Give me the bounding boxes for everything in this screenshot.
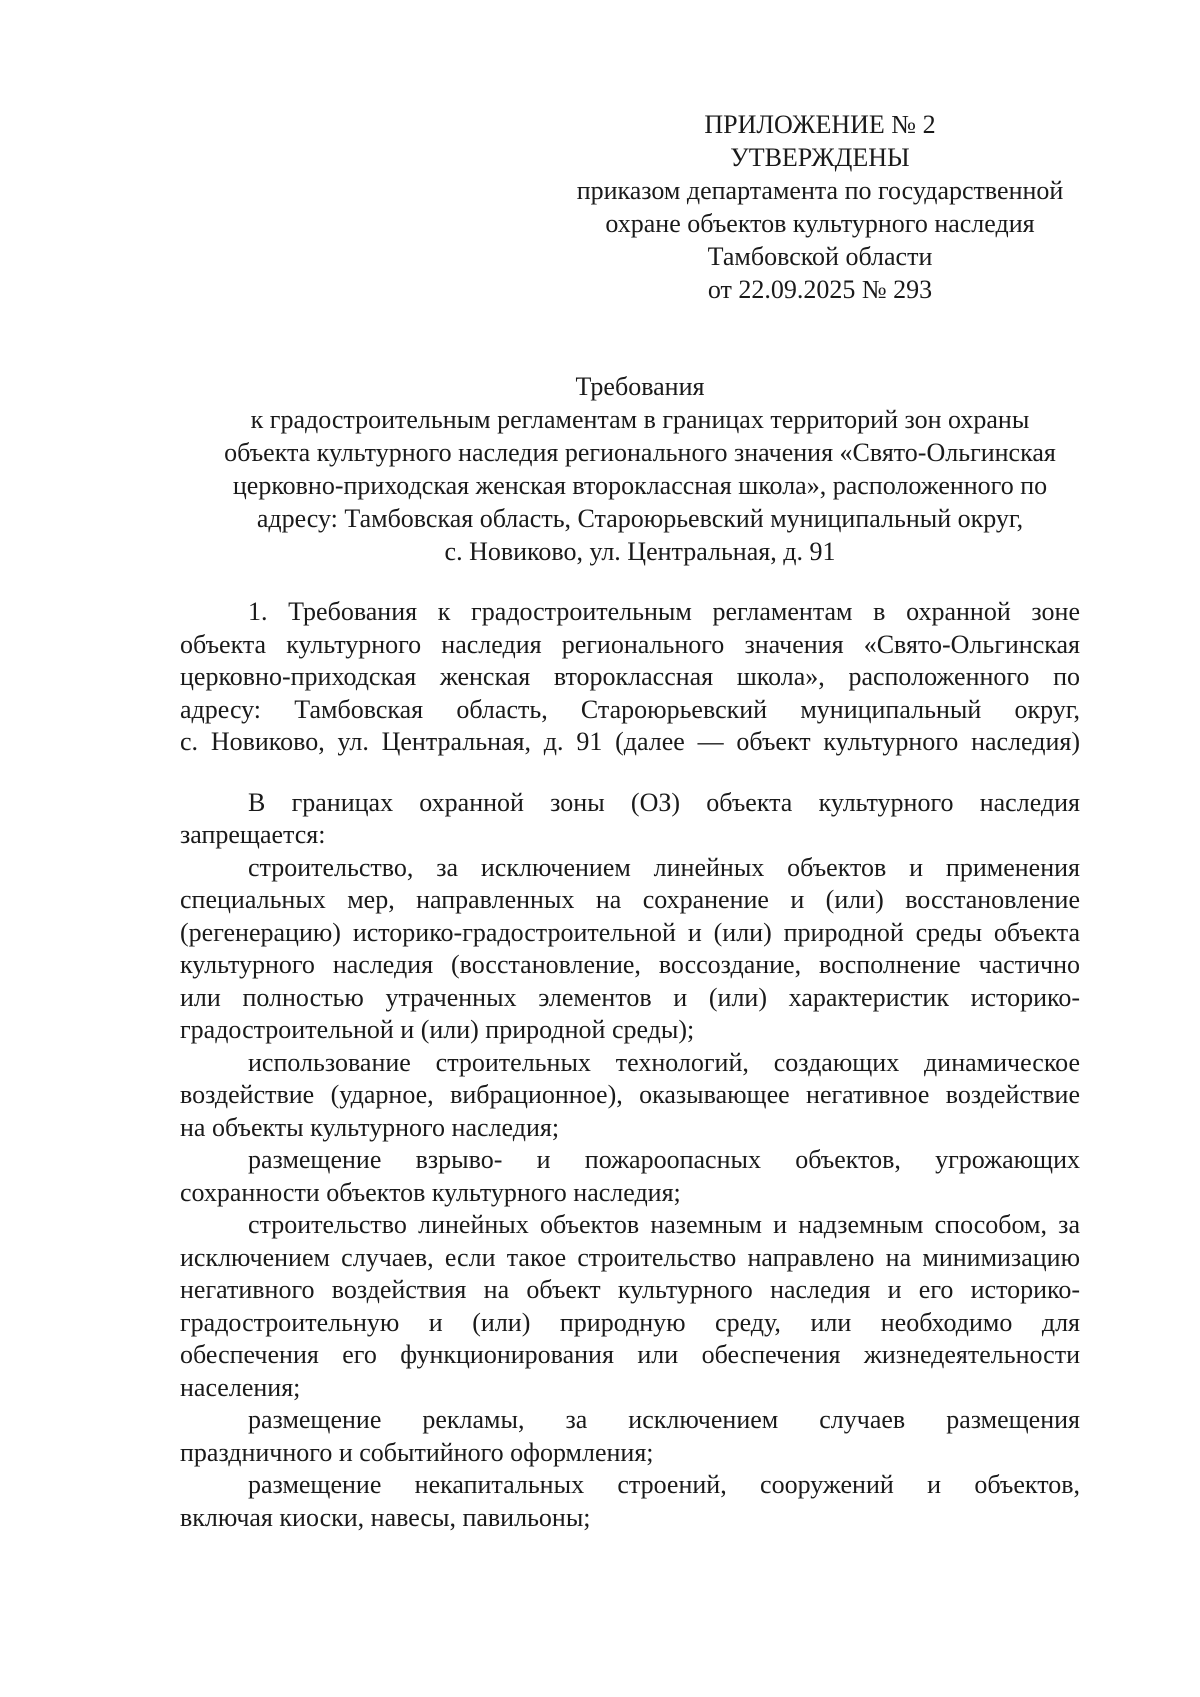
paragraph-line: адресу: Тамбовская область, Староюрьевский муниципальный округ, bbox=[180, 694, 1080, 724]
paragraph-line: размещение взрыво- и пожароопасных объектов, угрожающих bbox=[248, 1145, 1080, 1174]
title-line: с. Новиково, ул. Центральная, д. 91 bbox=[444, 537, 836, 566]
paragraph-line: строительство, за исключением линейных объектов и применения bbox=[248, 852, 1080, 882]
paragraph-line: градостроительную и (или) природную среду, или необходимо для bbox=[180, 1307, 1080, 1337]
paragraph-line: запрещается: bbox=[180, 820, 326, 849]
title-line: объекта культурного наследия регионального значения «Свято-Ольгинская bbox=[224, 438, 1056, 467]
title-line: к градостроительным регламентам в границах территорий зон охраны bbox=[250, 405, 1030, 434]
paragraph-line: населения; bbox=[180, 1372, 301, 1402]
paragraph-line: сохранности объектов культурного наследия; bbox=[180, 1177, 681, 1207]
paragraph-line: размещение некапитальных строений, сооружений и объектов, bbox=[248, 1470, 1080, 1499]
list-item bbox=[180, 852, 1080, 1047]
order-line-2: охране объектов культурного наследия bbox=[605, 209, 1035, 238]
order-line-1: приказом департамента по государственной bbox=[576, 176, 1064, 205]
paragraph-line: (регенерацию) историко-градостроительной и (или) природной среды объекта bbox=[180, 917, 1080, 947]
appendix-number: ПРИЛОЖЕНИЕ № 2 bbox=[704, 110, 936, 139]
paragraph-line: негативного воздействия на объект культурного наследия и его историко- bbox=[180, 1275, 1080, 1304]
paragraph-line: праздничного и событийного оформления; bbox=[180, 1437, 654, 1467]
list-item bbox=[180, 1404, 1080, 1469]
paragraph-line: обеспечения его функционирования или обеспечения жизнедеятельности bbox=[180, 1340, 1080, 1369]
document-title bbox=[180, 370, 1100, 568]
paragraph-line: использование строительных технологий, создающих динамическое bbox=[248, 1047, 1080, 1077]
paragraph-line: размещение рекламы, за исключением случаев размещения bbox=[248, 1405, 1080, 1434]
order-date-number: от 22.09.2025 № 293 bbox=[707, 275, 933, 304]
paragraph-line: объекта культурного наследия регионального значения «Свято-Ольгинская bbox=[180, 629, 1080, 659]
paragraph-line: церковно-приходская женская второклассная школа», расположенного по bbox=[180, 662, 1080, 691]
list-item bbox=[180, 1209, 1080, 1404]
paragraph-line: или полностью утраченных элементов и (или) характеристик историко- bbox=[180, 982, 1080, 1012]
paragraph-line: с. Новиково, ул. Центральная, д. 91 (далее — объект культурного наследия) bbox=[180, 727, 1080, 756]
title-heading: Требования bbox=[575, 372, 705, 401]
paragraph-line: градостроительной и (или) природной среды); bbox=[180, 1015, 695, 1044]
approval-header bbox=[540, 108, 1100, 306]
paragraph-line: исключением случаев, если такое строительство направлено на минимизацию bbox=[180, 1242, 1080, 1272]
paragraph-line: культурного наследия (восстановление, воссоздание, восполнение частично bbox=[180, 950, 1080, 979]
list-item bbox=[180, 1144, 1080, 1209]
order-line-3: Тамбовской области bbox=[707, 242, 933, 271]
oz-intro-paragraph bbox=[180, 787, 1080, 852]
paragraph-line: 1. Требования к градостроительным регламентам в охранной зоне bbox=[248, 597, 1080, 626]
paragraph-line: воздействие (ударное, вибрационное), оказывающее негативное воздействие bbox=[180, 1080, 1080, 1109]
paragraph-line: включая киоски, навесы, павильоны; bbox=[180, 1502, 591, 1532]
paragraph-line: специальных мер, направленных на сохранение и (или) восстановление bbox=[180, 885, 1080, 914]
title-line: адресу: Тамбовская область, Староюрьевский муниципальный округ, bbox=[256, 504, 1024, 533]
title-line: церковно-приходская женская второклассная школа», расположенного по bbox=[232, 471, 1048, 500]
document-body bbox=[180, 596, 1080, 1534]
approved-label: УТВЕРЖДЕНЫ bbox=[730, 143, 910, 172]
paragraph-line: строительство линейных объектов наземным и надземным способом, за bbox=[248, 1210, 1080, 1239]
section-1-paragraph bbox=[180, 596, 1080, 759]
list-item bbox=[180, 1469, 1080, 1534]
paragraph-line: В границах охранной зоны (ОЗ) объекта культурного наследия bbox=[248, 787, 1080, 817]
list-item bbox=[180, 1047, 1080, 1145]
paragraph-line: на объекты культурного наследия; bbox=[180, 1112, 560, 1142]
